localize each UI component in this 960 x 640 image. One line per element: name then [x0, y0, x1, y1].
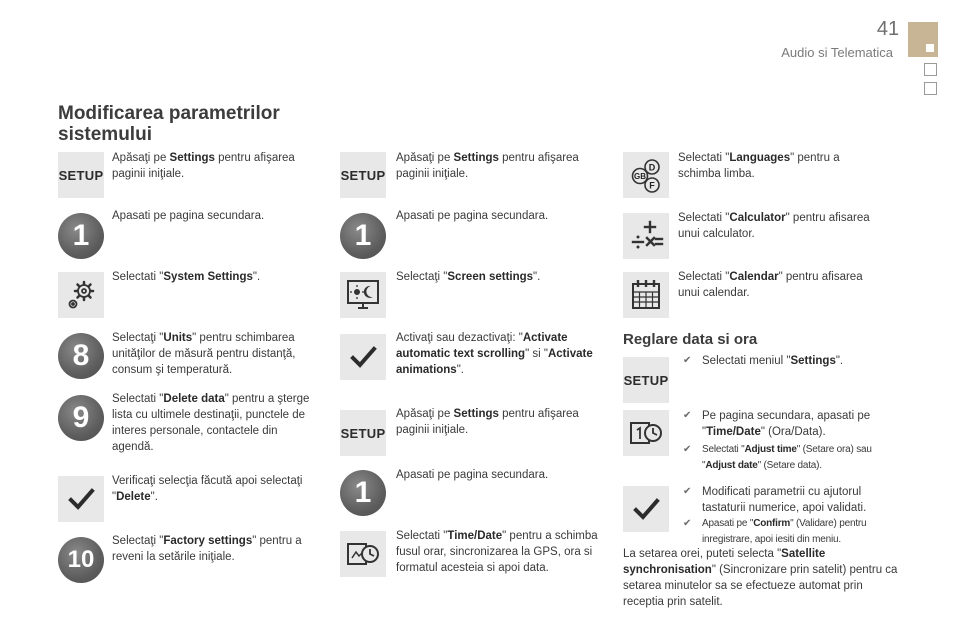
side-nav-box-1 — [924, 63, 937, 76]
c1-step-secondary: Apasati pe pagina secundara. — [112, 210, 265, 222]
language-letter-gb: GB — [634, 172, 646, 181]
bullet-icon: ✔ — [683, 518, 692, 529]
c1-step-factory-settings: Selectaţi "Factory settings" pentru a reveni la setările iniţiale. — [112, 535, 302, 563]
setup-icon — [340, 410, 386, 456]
section-name: Audio si Telematica — [781, 45, 893, 60]
c3-bullet-adjust: Selectati "Adjust time" (Setare ora) sau "Adjust date" (Setare data). — [702, 444, 872, 471]
system-settings-gears-icon — [58, 272, 104, 318]
step-number-1: 1 — [340, 213, 386, 259]
c2-step-settings: Apăsaţi pe Settings pentru afişarea paginii iniţiale. — [396, 152, 579, 180]
bullet-icon: ✔ — [683, 355, 692, 366]
c3-bullet-time-date: Pe pagina secundara, apasati pe "Time/Date" (Ora/Data). — [702, 410, 871, 438]
language-letter-f: F — [649, 180, 655, 191]
chapter-tab-mark — [926, 44, 934, 52]
languages-icon — [623, 152, 669, 198]
c2-step-settings-2: Apăsaţi pe Settings pentru afişarea paginii iniţiale. — [396, 408, 579, 436]
setup-icon-label: SETUP — [340, 167, 386, 183]
c1-step-verify-delete: Verificaţi selecţia făcută apoi selectaţi "Delete". — [112, 475, 303, 503]
time-date-icon — [340, 531, 386, 577]
language-letter-d: D — [648, 162, 656, 173]
setup-icon-label: SETUP — [340, 425, 386, 441]
step-number-8: 8 — [58, 333, 104, 379]
setup-icon-label: SETUP — [623, 372, 669, 388]
step-number-10: 10 — [58, 537, 104, 583]
c3-step-languages: Selectati "Languages" pentru a schimba limba. — [678, 152, 840, 180]
c2-step-time-date: Selectati "Time/Date" pentru a schimba fusul orar, sincronizarea la GPS, ora si formatul acesteia si apoi data. — [396, 530, 598, 574]
bullet-icon: ✔ — [683, 444, 692, 455]
calendar-icon — [623, 272, 669, 318]
side-nav-box-2 — [924, 82, 937, 95]
step-number-1: 1 — [58, 213, 104, 259]
c3-step-calculator: Selectati "Calculator" pentru afisarea unui calculator. — [678, 212, 870, 240]
c3-bullet-modify: Modificati parametrii cu ajutorul tastaturii numerice, apoi validati. — [702, 486, 867, 514]
confirm-check-icon — [58, 476, 104, 522]
setup-icon — [340, 152, 386, 198]
c2-step-screen-settings: Selectaţi "Screen settings". — [396, 271, 541, 283]
c2-step-activate-options: Activaţi sau dezactivaţi: "Activate automatic text scrolling" si "Activate animations". — [396, 332, 593, 376]
page-title: Modificarea parametrilor sistemului — [58, 103, 280, 145]
c3-satellite-note: La setarea orei, puteti selecta "Satellite synchronisation" (Sincronizare prin satelit) pentru ca setarea minutelor sa se efectueze automat prin receptia prin satelit. — [623, 548, 898, 608]
confirm-check-icon — [623, 486, 669, 532]
c1-step-settings: Apăsaţi pe Settings pentru afişarea paginii iniţiale. — [112, 152, 295, 180]
c1-step-system-settings: Selectati "System Settings". — [112, 271, 261, 283]
setup-icon — [623, 357, 669, 403]
bullet-icon: ✔ — [683, 410, 692, 421]
page-number: 41 — [876, 18, 900, 40]
c1-step-units: Selectaţi "Units" pentru schimbarea unităţilor de măsură pentru distanţă, consum şi temperatură. — [112, 332, 296, 376]
c1-step-delete-data: Selectati "Delete data" pentru a şterge lista cu ultimele destinaţii, punctele de interes personale, contactele din agendă. — [112, 393, 310, 453]
step-number-1: 1 — [340, 470, 386, 516]
c2-step-secondary-2: Apasati pe pagina secundara. — [396, 469, 549, 481]
subheading-date-time: Reglare data si ora — [623, 331, 758, 348]
screen-settings-icon — [340, 272, 386, 318]
c3-step-calendar: Selectati "Calendar" pentru afisarea unui calendar. — [678, 271, 863, 299]
c3-bullet-confirm: Apasati pe "Confirm" (Validare) pentru inregistrare, apoi iesiti din meniu. — [702, 518, 867, 545]
c3-bullet-settings-menu: Selectati meniul "Settings". — [702, 355, 844, 367]
setup-icon-label: SETUP — [58, 167, 104, 183]
calculator-icon — [623, 213, 669, 259]
time-date-icon — [623, 410, 669, 456]
step-number-9: 9 — [58, 395, 104, 441]
confirm-check-icon — [340, 334, 386, 380]
bullet-icon: ✔ — [683, 486, 692, 497]
setup-icon — [58, 152, 104, 198]
c2-step-secondary: Apasati pe pagina secundara. — [396, 210, 549, 222]
